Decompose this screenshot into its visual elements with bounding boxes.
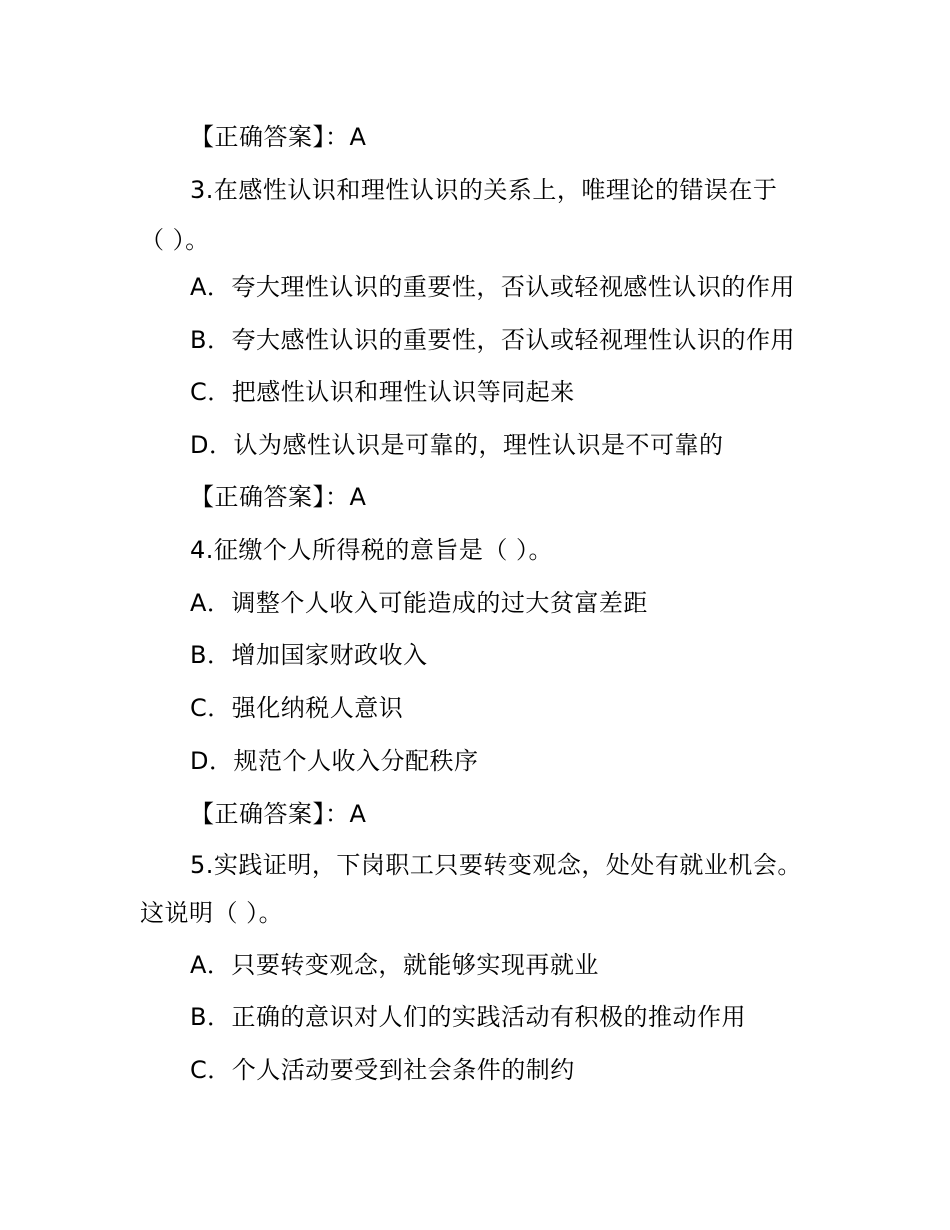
q5-option-b: B．正确的意识对人们的实践活动有积极的推动作用 bbox=[190, 1003, 746, 1031]
q4-option-b: B．增加国家财政收入 bbox=[190, 641, 428, 669]
q3-option-d: D．认为感性认识是可靠的，理性认识是不可靠的 bbox=[190, 431, 724, 459]
q3-option-c: C．把感性认识和理性认识等同起来 bbox=[190, 378, 575, 406]
q4-option-a: A．调整个人收入可能造成的过大贫富差距 bbox=[190, 589, 648, 617]
q3-stem-line2: （ ）。 bbox=[140, 226, 210, 254]
q5-stem-line1: 5.实践证明，下岗职工只要转变观念，处处有就业机会。 bbox=[190, 851, 802, 879]
q4-answer: 【正确答案】：A bbox=[190, 800, 367, 828]
q5-option-c: C．个人活动要受到社会条件的制约 bbox=[190, 1056, 575, 1084]
q2-answer: 【正确答案】：A bbox=[190, 123, 367, 151]
q3-option-b: B．夸大感性认识的重要性，否认或轻视理性认识的作用 bbox=[190, 326, 795, 354]
q5-option-a: A．只要转变观念，就能够实现再就业 bbox=[190, 951, 599, 979]
q3-option-a: A．夸大理性认识的重要性，否认或轻视感性认识的作用 bbox=[190, 273, 795, 301]
q5-stem-line2: 这说明（ ）。 bbox=[140, 899, 284, 927]
q3-answer: 【正确答案】：A bbox=[190, 483, 367, 511]
q4-stem: 4.征缴个人所得税的意旨是（ ）。 bbox=[190, 536, 554, 564]
q4-option-d: D．规范个人收入分配秩序 bbox=[190, 747, 479, 775]
q4-option-c: C．强化纳税人意识 bbox=[190, 694, 404, 722]
q3-stem-line1: 3.在感性认识和理性认识的关系上，唯理论的错误在于 bbox=[190, 176, 778, 204]
